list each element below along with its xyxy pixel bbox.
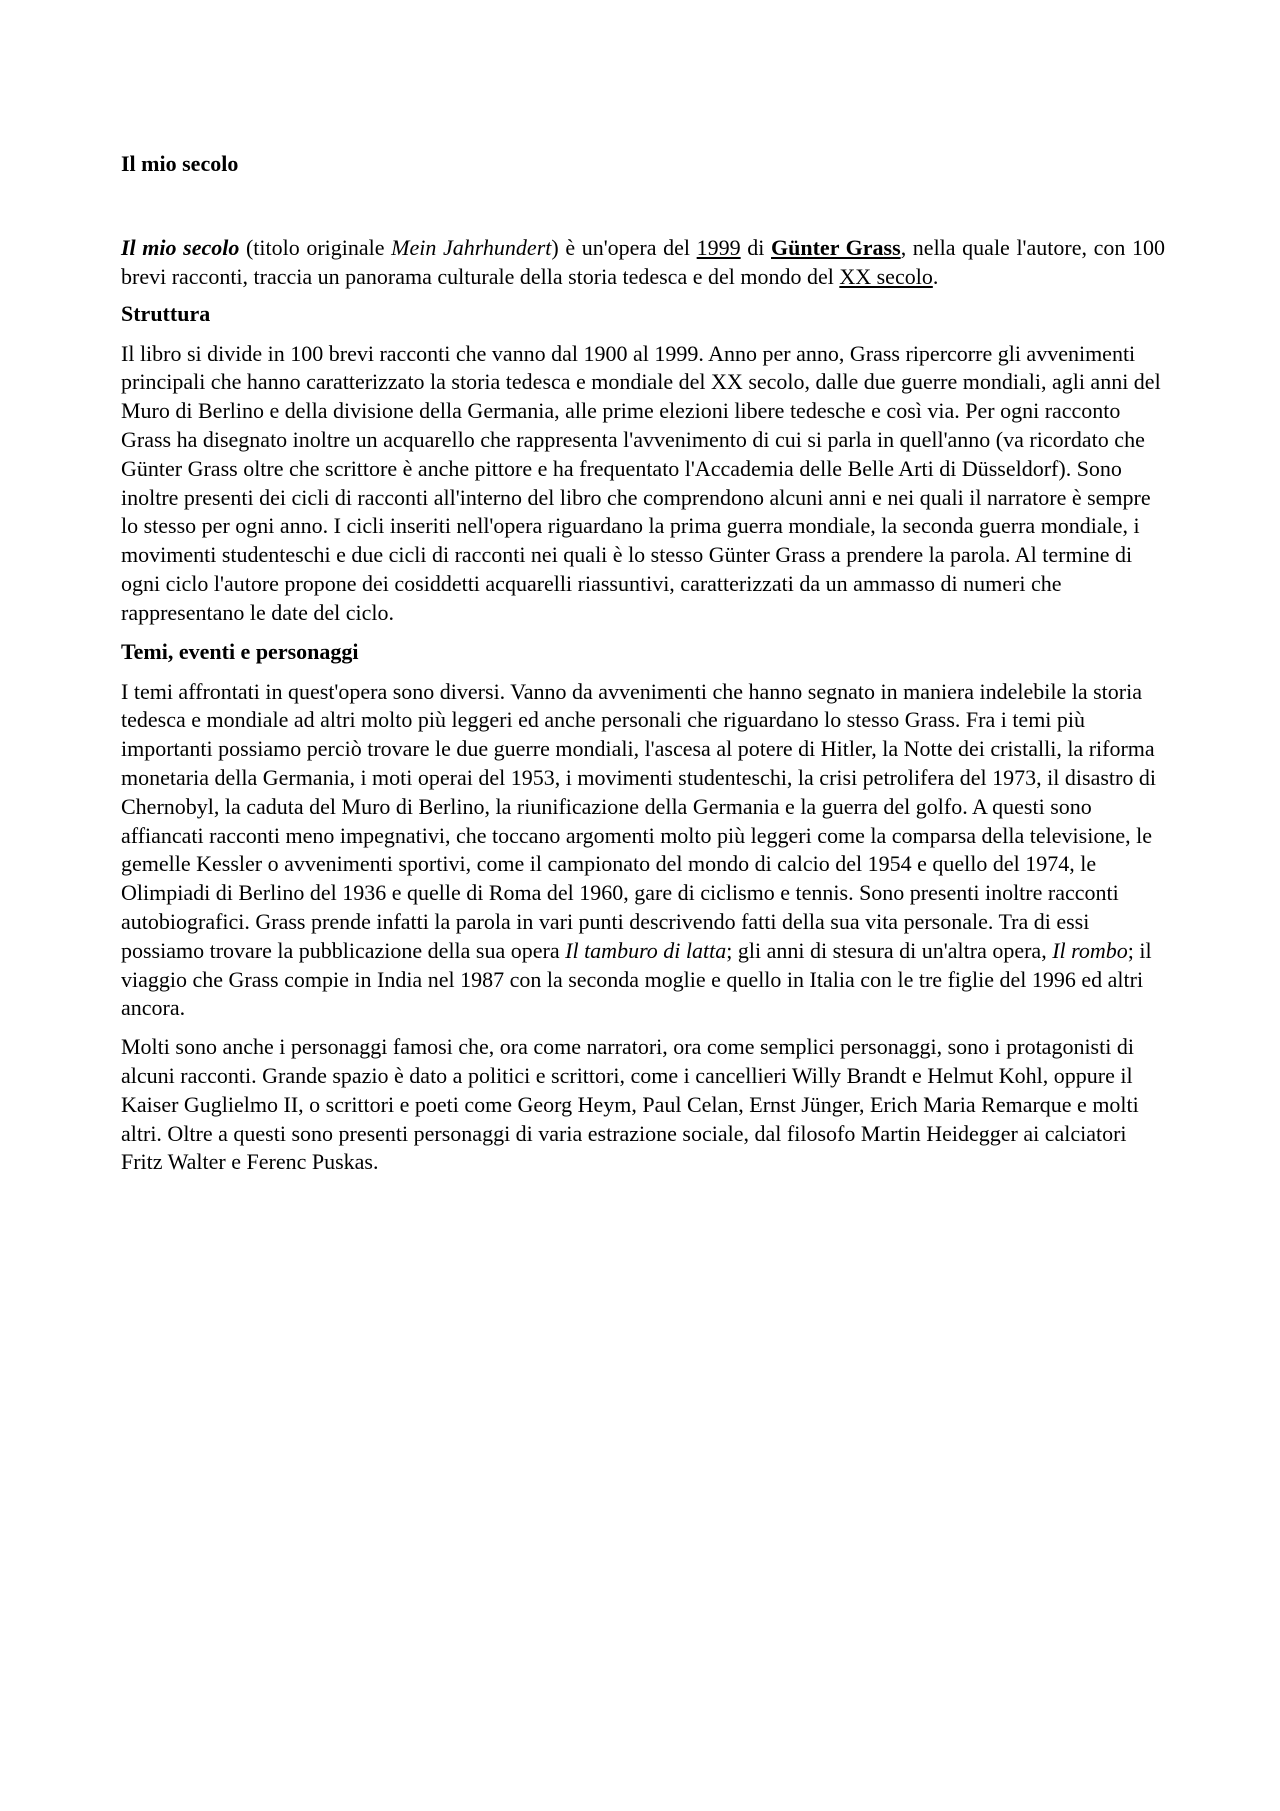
intro-text-5: .: [932, 263, 939, 289]
document-title: Il mio secolo: [121, 151, 239, 176]
document-page: [121, 148, 1165, 1187]
intro-paragraph: [121, 234, 1165, 292]
italic-tamburo: Il tamburo di latta: [565, 937, 727, 963]
century-link[interactable]: XX secolo: [839, 263, 933, 289]
italic-rombo: Il rombo: [1052, 937, 1128, 963]
struttura-paragraph: Il libro si divide in 100 brevi racconti che vanno dal 1900 al 1999. Anno per anno, Grass ripercorre gli avvenimenti principali che hanno caratterizzato la storia tedesca e mondiale del XX secolo, dalle due guerre mondiali, agli anni del Muro di Berlino e della divisione della Germania, alle prime elezioni libere tedesche e così via. Per ogni racconto Grass ha disegnato inoltre un acquarello che rappresenta l'avvenimento di cui si parla in quell'anno (va ricordato che Günter Grass oltre che scrittore è anche pittore e ha frequentato l'Accademia delle Belle Arti di Düsseldorf). Sono inoltre presenti dei cicli di racconti all'interno del libro che comprendono alcuni anni e nei quali il narratore è sempre lo stesso per ogni anno. I cicli inseriti nell'opera riguardano la prima guerra mondiale, la seconda guerra mondiale, i movimenti studenteschi e due cicli di racconti nei quali è lo stesso Günter Grass a prendere la parola. Al termine di ogni ciclo l'autore propone dei cosiddetti acquarelli riassuntivi, caratterizzati da un ammasso di numeri che rappresentano le date del ciclo.: [121, 340, 1161, 625]
original-title: Mein Jahrhundert: [391, 235, 552, 260]
intro-text-3: di: [740, 235, 772, 260]
temi-text-b: ; gli anni di stesura di un'altra opera,: [726, 937, 1053, 963]
temi-paragraph-2: Molti sono anche i personaggi famosi che, ora come narratori, ora come semplici personaggi, sono i protagonisti di alcuni racconti. Grande spazio è dato a politici e scrittori, come i cancellieri Willy Brandt e Helmut Kohl, oppure il Kaiser Guglielmo II, o scrittori e poeti come Georg Heym, Paul Celan, Ernst Jünger, Erich Maria Remarque e molti altri. Oltre a questi sono presenti personaggi di varia estrazione sociale, dal filosofo Martin Heidegger ai calciatori Fritz Walter e Ferenc Puskas.: [121, 1034, 1139, 1175]
work-title: Il mio secolo: [121, 235, 240, 260]
year-link[interactable]: 1999: [696, 235, 741, 260]
temi-text-c: ; il viaggio che Grass compie in India nel 1987 con la seconda moglie e quello in Italia con le tre figlie del 1996 ed altri ancora.: [121, 937, 1152, 1021]
section-heading-temi: Temi, eventi e personaggi: [121, 638, 359, 664]
temi-paragraph-1: [121, 678, 1165, 1024]
intro-text-1: (titolo originale: [239, 235, 392, 260]
temi-text-a: I temi affrontati in quest'opera sono diversi. Vanno da avvenimenti che hanno segnato in maniera indelebile la storia tedesca e mondiale ad altri molto più leggeri ed anche personali che riguardano lo stesso Grass. Fra i temi più importanti possiamo perciò trovare le due guerre mondiali, l'ascesa al potere di Hitler, la Notte dei cristalli, la riforma monetaria della Germania, i moti operai del 1953, i movimenti studenteschi, la crisi petrolifera del 1973, il disastro di Chernobyl, la caduta del Muro di Berlino, la riunificazione della Germania e la guerra del golfo. A questi sono affiancati racconti meno impegnativi, che toccano argomenti molto più leggeri come la comparsa della televisione, le gemelle Kessler o avvenimenti sportivi, come il campionato del mondo di calcio del 1954 e quello del 1974, le Olimpiadi di Berlino del 1936 e quelle di Roma del 1960, gare di ciclismo e tennis. Sono presenti inoltre racconti autobiografici. Grass prende infatti la parola in vari punti descrivendo fatti della sua vita personale. Tra di essi possiamo trovare la pubblicazione della sua opera: [121, 678, 1156, 963]
author-link[interactable]: Günter Grass: [771, 235, 901, 260]
section-heading-struttura: Struttura: [121, 300, 211, 326]
intro-text-4: , nella quale l'autore, con 100 brevi racconti, traccia un panorama culturale della storia tedesca e del mondo del: [121, 235, 1165, 289]
intro-text-2: ) è un'opera del: [551, 235, 697, 260]
